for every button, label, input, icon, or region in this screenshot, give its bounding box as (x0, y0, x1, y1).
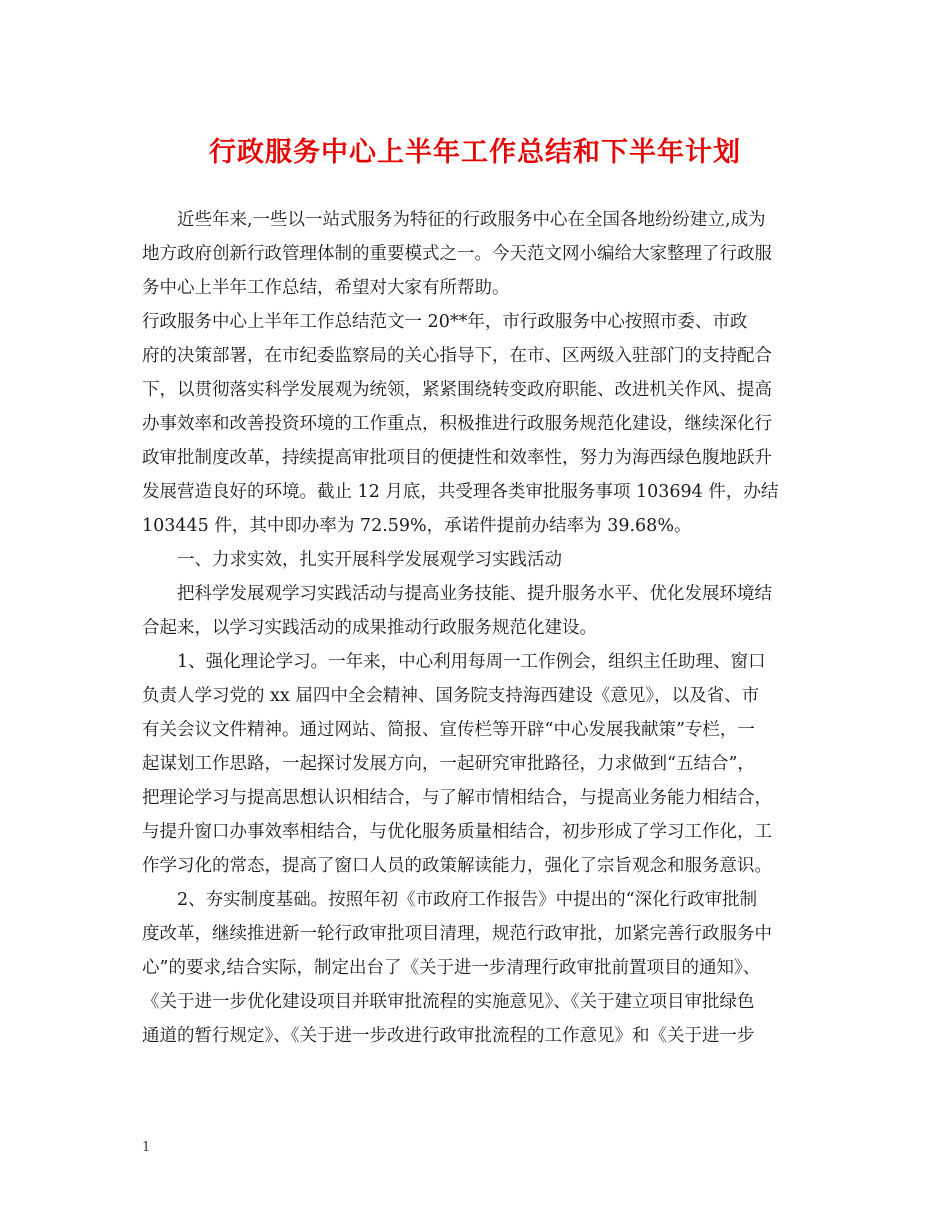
text-line: 地方政府创新行政管理体制的重要模式之一。今天范文网小编给大家整理了行政服 (142, 244, 772, 264)
text-line: 把科学发展观学习实践活动与提高业务技能、提升服务水平、优化发展环境结 (177, 584, 772, 604)
text-line: 发展营造良好的环境。截止 12 月底，共受理各类审批服务事项 103694 件，办结 (142, 482, 779, 502)
text-line: 下，以贯彻落实科学发展观为统领，紧紧围绕转变政府职能、改进机关作风、提高 (142, 380, 772, 400)
text-line: 合起来，以学习实践活动的成果推动行政服务规范化建设。 (142, 618, 597, 638)
text-line: 一、力求实效，扎实开展科学发展观学习实践活动 (177, 550, 562, 570)
text-line: 度改革，继续推进新一轮行政审批项目清理，规范行政审批，加紧完善行政服务中 (142, 924, 772, 944)
text-line: 2、夯实制度基础。按照年初《市政府工作报告》中提出的“深化行政审批制 (177, 890, 758, 910)
text-line: 府的决策部署，在市纪委监察局的关心指导下，在市、区两级入驻部门的支持配合 (142, 346, 772, 366)
page-number: 1 (142, 1140, 151, 1155)
text-line: 把理论学习与提高思想认识相结合，与了解市情相结合，与提高业务能力相结合， (142, 788, 772, 808)
text-line: 通道的暂行规定》、《关于进一步改进行政审批流程的工作意见》和《关于进一步 (142, 1026, 755, 1046)
text-line: 行政服务中心上半年工作总结范文一 20**年，市行政服务中心按照市委、市政 (142, 312, 748, 332)
text-line: 起谋划工作思路，一起探讨发展方向，一起研究审批路径，力求做到“五结合”， (142, 754, 755, 774)
text-line: 政审批制度改革，持续提高审批项目的便捷性和效率性，努力为海西绿色腹地跃升 (142, 448, 772, 468)
text-line: 办事效率和改善投资环境的工作重点，积极推进行政服务规范化建设，继续深化行 (142, 414, 772, 434)
text-line: 与提升窗口办事效率相结合，与优化服务质量相结合，初步形成了学习工作化，工 (142, 822, 772, 842)
text-line: 1、强化理论学习。一年来，中心利用每周一工作例会，组织主任助理、窗口 (177, 652, 766, 672)
text-line: 作学习化的常态，提高了窗口人员的政策解读能力，强化了宗旨观念和服务意识。 (142, 856, 772, 876)
text-line: 《关于进一步优化建设项目并联审批流程的实施意见》、《关于建立项目审批绿色 (142, 992, 755, 1012)
text-line: 负责人学习党的 xx 届四中全会精神、国务院支持海西建设《意见》，以及省、市 (142, 686, 760, 706)
document-title: 行政服务中心上半年工作总结和下半年计划 (209, 137, 741, 168)
text-line: 有关会议文件精神。通过网站、简报、宣传栏等开辟“中心发展我献策”专栏，一 (142, 720, 755, 740)
text-line: 心”的要求,结合实际，制定出台了《关于进一步清理行政审批前置项目的通知》、 (142, 958, 761, 978)
text-line: 103445 件，其中即办率为 72.59%，承诺件提前办结率为 39.68%。 (142, 516, 692, 536)
text-line: 近些年来,一些以一站式服务为特征的行政服务中心在全国各地纷纷建立,成为 (177, 210, 766, 230)
document-body (142, 203, 814, 1053)
text-line: 务中心上半年工作总结，希望对大家有所帮助。 (142, 278, 510, 298)
